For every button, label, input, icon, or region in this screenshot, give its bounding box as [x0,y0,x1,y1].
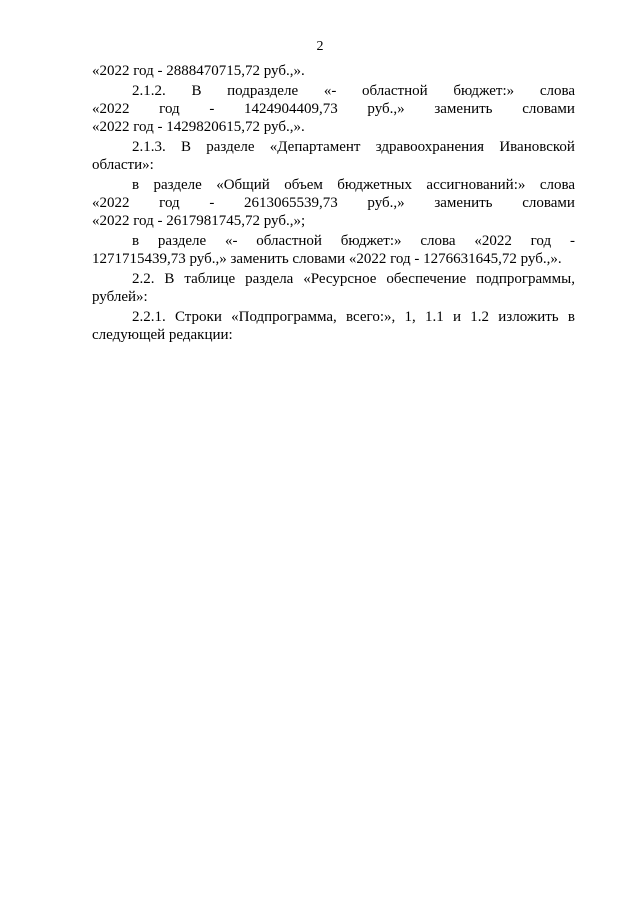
word: 2613065539,73 [244,195,338,211]
word: год [530,233,552,249]
word: и [453,309,462,325]
word: 2.2. [132,271,155,287]
word: 2.1.2. [132,83,166,99]
word: областной [256,233,322,249]
word: 1.2 [470,309,490,325]
word: раздела [245,271,294,287]
word: подразделе [227,83,299,99]
word: «- [224,233,238,249]
paragraph-2-1-2 [92,82,575,136]
word: ассигнований:» [426,177,526,193]
word: «2022 [92,195,130,211]
paragraph-regional-budget [92,232,575,268]
word: 1.1 [425,309,444,325]
text-line [92,176,575,194]
word: «2022 [474,233,512,249]
word: год [159,101,180,117]
word: 1, [404,309,416,325]
word: «Ресурсное [303,271,377,287]
paragraph-2-1-3 [92,138,575,174]
text-line: следующей редакции: [92,327,233,343]
word: - [209,101,215,117]
word: слова [420,233,456,249]
word: объем [284,177,323,193]
word: бюджетных [337,177,412,193]
word: слова [539,83,575,99]
word: в [567,309,575,325]
word: - [569,233,575,249]
word: таблице [184,271,236,287]
text-line: «2022 год - 2888470715,72 руб.,». [92,63,305,79]
word: В [181,139,192,155]
word: в [132,233,140,249]
word: 1424904409,73 [244,101,338,117]
word: Ивановской [499,139,575,155]
word: «Подпрограмма, [231,309,337,325]
word: здравоохранения [375,139,485,155]
word: разделе [153,177,202,193]
text-line [92,100,575,118]
word: заменить [434,195,493,211]
word: руб.,» [367,101,405,117]
text-line: области»: [92,157,154,173]
paragraph-total-allocations [92,176,575,230]
word: разделе [206,139,255,155]
word: бюджет:» [453,83,515,99]
word: слова [539,177,575,193]
word: Строки [175,309,222,325]
word: словами [522,101,575,117]
text-line [92,194,575,212]
page-number: 2 [316,39,324,54]
word: В [164,271,175,287]
word: В [191,83,202,99]
word: 2.2.1. [132,309,166,325]
word: изложить [498,309,559,325]
word: руб.,» [367,195,405,211]
text-line: «2022 год - 1429820615,72 руб.,». [92,119,305,135]
word: «Общий [216,177,270,193]
word: «- [323,83,337,99]
document-body [92,62,575,346]
word: 2.1.3. [132,139,166,155]
paragraph-2-2-1 [92,308,575,344]
word: год [159,195,180,211]
word: словами [522,195,575,211]
text-line [92,138,575,156]
text-line [92,270,575,288]
text-line: «2022 год - 2617981745,72 руб.,»; [92,213,306,229]
text-line: рублей»: [92,289,148,305]
word: разделе [157,233,207,249]
word: обеспечение [386,271,467,287]
paragraph-continuation [92,62,575,80]
word: «2022 [92,101,130,117]
text-line: 1271715439,73 руб.,» заменить словами «2022 год - 1276631645,72 руб.,». [92,251,562,267]
word: всего:», [346,309,396,325]
word: - [209,195,215,211]
paragraph-2-2 [92,270,575,306]
text-line [92,82,575,100]
word: бюджет:» [340,233,402,249]
word: подпрограммы, [476,271,575,287]
text-line [92,308,575,326]
word: в [132,177,140,193]
word: заменить [434,101,493,117]
word: областной [362,83,428,99]
word: «Департамент [269,139,361,155]
text-line [92,232,575,250]
